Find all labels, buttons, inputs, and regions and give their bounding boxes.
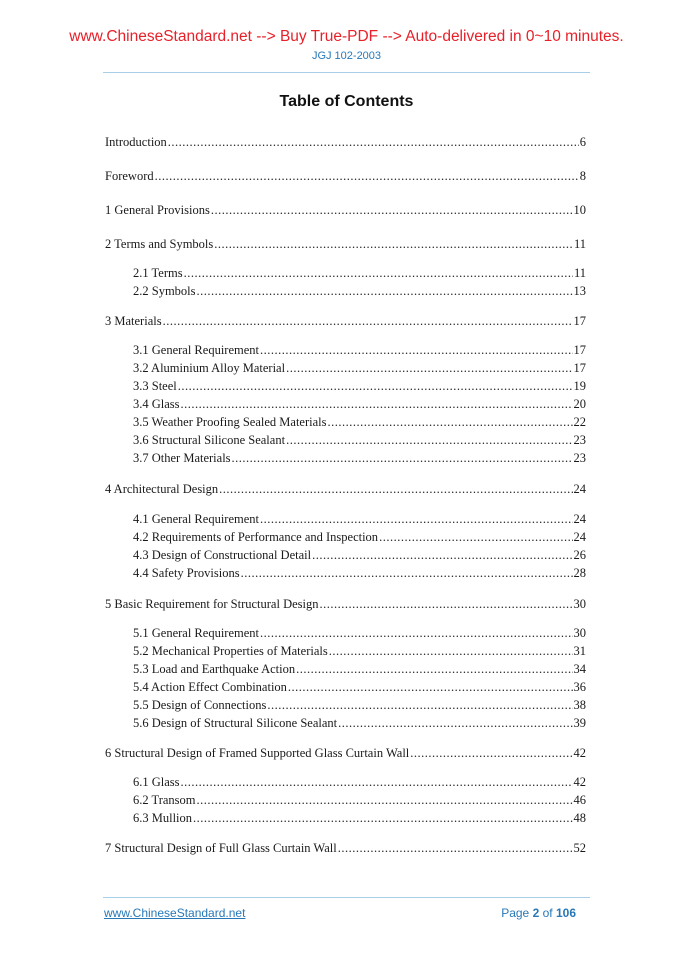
toc-entry-label: 6.3 Mullion [133, 811, 193, 825]
toc-entry[interactable] [133, 378, 586, 394]
toc-entry[interactable] [133, 643, 586, 659]
toc-entry[interactable] [133, 547, 586, 563]
toc-leader-dots [328, 414, 573, 430]
toc-entry-page: 23 [573, 451, 586, 465]
toc-entry-page: 23 [573, 433, 586, 447]
toc-leader-dots [286, 432, 572, 448]
toc-entry-label: 5.2 Mechanical Properties of Materials [133, 644, 328, 658]
toc-leader-dots [241, 565, 573, 581]
toc-leader-dots [163, 313, 573, 329]
toc-entry-page: 30 [573, 626, 586, 640]
toc-entry[interactable] [133, 529, 586, 545]
toc-entry[interactable] [105, 840, 586, 856]
toc-entry[interactable] [105, 134, 586, 150]
toc-leader-dots [211, 202, 573, 218]
toc-leader-dots [232, 450, 573, 466]
toc-entry-label: 5.1 General Requirement [133, 626, 259, 640]
toc-entry-label: 2.1 Terms [133, 266, 183, 280]
toc-leader-dots [320, 596, 573, 612]
toc-leader-dots [168, 134, 579, 150]
top-banner[interactable]: www.ChineseStandard.net --> Buy True-PDF --> Auto-delivered in 0~10 minutes. [69, 28, 624, 45]
toc-entry-page: 6 [579, 135, 586, 149]
toc-entry[interactable] [105, 236, 586, 252]
toc-entry-label: 6 Structural Design of Framed Supported Glass Curtain Wall [105, 746, 410, 760]
toc-entry-label: 6.1 Glass [133, 775, 180, 789]
toc-leader-dots [329, 643, 573, 659]
toc-entry[interactable] [133, 432, 586, 448]
toc-entry[interactable] [133, 697, 586, 713]
toc-leader-dots [267, 697, 572, 713]
toc-entry[interactable] [133, 511, 586, 527]
toc-entry-label: 5.3 Load and Earthquake Action [133, 662, 296, 676]
toc-entry-label: 7 Structural Design of Full Glass Curtain Wall [105, 841, 337, 855]
total-page-count: 106 [555, 906, 576, 920]
footer-divider [103, 897, 590, 898]
toc-entry-label: 5.4 Action Effect Combination [133, 680, 287, 694]
toc-entry-label: 3.1 General Requirement [133, 343, 259, 357]
toc-leader-dots [184, 265, 573, 281]
toc-entry-page: 11 [573, 237, 586, 251]
toc-entry-label: 3.2 Aluminium Alloy Material [133, 361, 286, 375]
toc-entry-page: 46 [573, 793, 586, 807]
toc-entry-label: 6.2 Transom [133, 793, 196, 807]
toc-entry-label: 3.5 Weather Proofing Sealed Materials [133, 415, 327, 429]
toc-entry[interactable] [133, 265, 586, 281]
toc-entry[interactable] [105, 481, 586, 497]
toc-leader-dots [338, 715, 572, 731]
toc-entry[interactable] [133, 810, 586, 826]
toc-entry-label: 4.2 Requirements of Performance and Inspection [133, 530, 379, 544]
toc-entry-page: 19 [573, 379, 586, 393]
toc-entry[interactable] [105, 168, 586, 184]
toc-entry-page: 20 [573, 397, 586, 411]
toc-entry[interactable] [105, 745, 586, 761]
toc-leader-dots [379, 529, 572, 545]
toc-entry-label: 4.1 General Requirement [133, 512, 259, 526]
toc-leader-dots [286, 360, 572, 376]
toc-leader-dots [197, 792, 573, 808]
toc-entry[interactable] [133, 565, 586, 581]
toc-entry-label: 3.6 Structural Silicone Sealant [133, 433, 286, 447]
toc-entry-page: 24 [573, 530, 586, 544]
toc-entry[interactable] [133, 625, 586, 641]
toc-leader-dots [178, 378, 573, 394]
toc-entry-page: 24 [573, 482, 586, 496]
toc-leader-dots [181, 774, 573, 790]
page-title: Table of Contents [279, 93, 414, 110]
toc-entry[interactable] [133, 450, 586, 466]
toc-entry-label: Introduction [105, 135, 167, 149]
toc-entry[interactable] [133, 661, 586, 677]
toc-entry-label: 3.3 Steel [133, 379, 177, 393]
toc-entry-label: Foreword [105, 169, 154, 183]
toc-leader-dots [312, 547, 572, 563]
toc-entry-page: 30 [573, 597, 586, 611]
page-of: of [542, 906, 553, 920]
toc-leader-dots [260, 625, 573, 641]
toc-entry-label: 2.2 Symbols [133, 284, 196, 298]
toc-leader-dots [288, 679, 573, 695]
toc-leader-dots [214, 236, 573, 252]
toc-entry-page: 42 [573, 746, 586, 760]
footer-website-link[interactable]: www.ChineseStandard.net [104, 906, 246, 920]
toc-entry-page: 31 [573, 644, 586, 658]
toc-entry[interactable] [133, 283, 586, 299]
toc-entry-page: 38 [573, 698, 586, 712]
toc-leader-dots [197, 283, 573, 299]
toc-leader-dots [296, 661, 572, 677]
toc-entry-label: 5.5 Design of Connections [133, 698, 267, 712]
toc-entry-page: 26 [573, 548, 586, 562]
toc-entry-label: 3 Materials [105, 314, 162, 328]
toc-entry-page: 39 [573, 716, 586, 730]
toc-entry-label: 4 Architectural Design [105, 482, 219, 496]
toc-leader-dots [219, 481, 572, 497]
toc-entry-page: 36 [573, 680, 586, 694]
toc-entry-label: 5 Basic Requirement for Structural Design [105, 597, 319, 611]
toc-leader-dots [155, 168, 579, 184]
toc-entry-label: 1 General Provisions [105, 203, 210, 217]
toc-leader-dots [260, 511, 573, 527]
toc-entry[interactable] [133, 679, 586, 695]
toc-entry-label: 5.6 Design of Structural Silicone Sealant [133, 716, 338, 730]
toc-leader-dots [338, 840, 573, 856]
toc-entry-label: 2 Terms and Symbols [105, 237, 214, 251]
toc-entry-page: 28 [573, 566, 586, 580]
toc-entry[interactable] [105, 202, 586, 218]
toc-entry-page: 17 [573, 343, 586, 357]
toc-leader-dots [410, 745, 572, 761]
toc-entry-label: 4.3 Design of Constructional Detail [133, 548, 312, 562]
toc-entry[interactable] [133, 715, 586, 731]
toc-entry-label: 4.4 Safety Provisions [133, 566, 240, 580]
toc-entry-page: 42 [573, 775, 586, 789]
current-page-number: 2 [532, 906, 540, 920]
toc-entry-page: 24 [573, 512, 586, 526]
page-indicator [501, 906, 576, 920]
toc-entry-label: 3.7 Other Materials [133, 451, 231, 465]
toc-entry-label: 3.4 Glass [133, 397, 180, 411]
toc-entry-page: 10 [573, 203, 586, 217]
toc-leader-dots [181, 396, 573, 412]
toc-entry-page: 11 [573, 266, 586, 280]
toc-entry-page: 52 [573, 841, 586, 855]
toc-entry[interactable] [133, 792, 586, 808]
toc-entry[interactable] [133, 342, 586, 358]
toc-entry-page: 13 [573, 284, 586, 298]
toc-entry-page: 8 [579, 169, 586, 183]
standard-code: JGJ 102-2003 [311, 50, 382, 62]
toc-leader-dots [193, 810, 572, 826]
page-prefix: Page [501, 906, 530, 920]
toc-entry[interactable] [133, 396, 586, 412]
toc-leader-dots [260, 342, 573, 358]
toc-entry[interactable] [133, 414, 586, 430]
toc-entry[interactable] [133, 774, 586, 790]
toc-entry-page: 48 [573, 811, 586, 825]
toc-entry-page: 22 [573, 415, 586, 429]
toc-entry[interactable] [105, 313, 586, 329]
toc-entry[interactable] [133, 360, 586, 376]
toc-entry-page: 34 [573, 662, 586, 676]
toc-entry-page: 17 [573, 314, 586, 328]
toc-entry[interactable] [105, 596, 586, 612]
toc-entry-page: 17 [573, 361, 586, 375]
